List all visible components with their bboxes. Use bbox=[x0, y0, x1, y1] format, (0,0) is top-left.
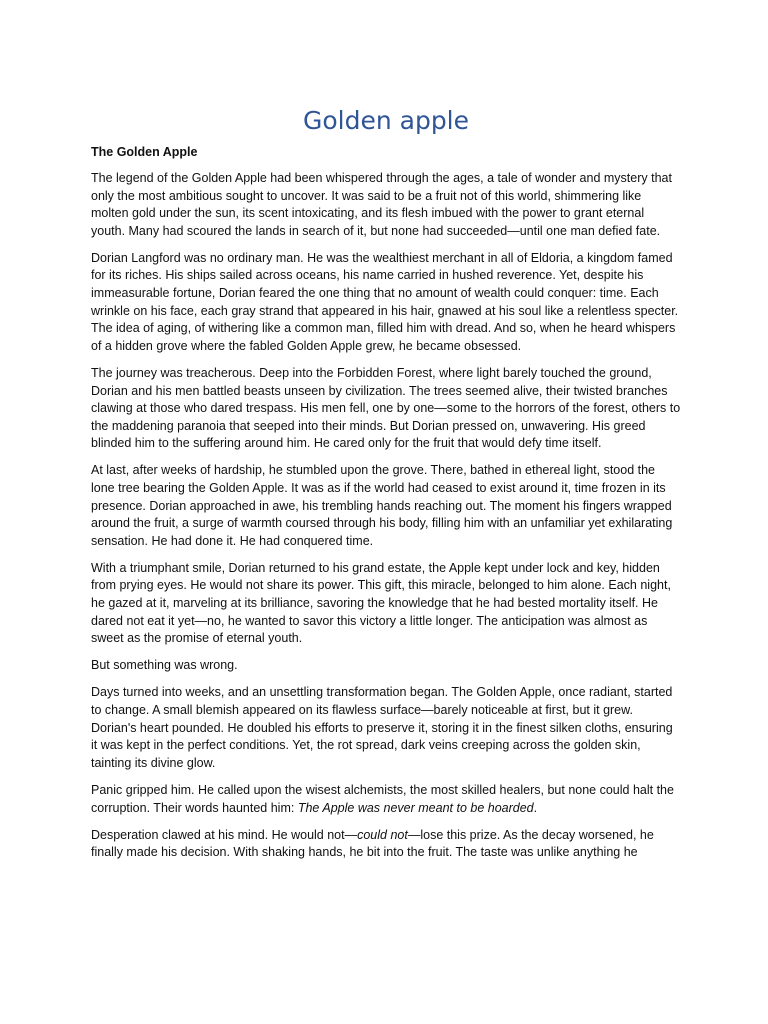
paragraph-9-emphasis: could not bbox=[357, 827, 408, 842]
story-heading: The Golden Apple bbox=[91, 145, 198, 159]
document-page bbox=[91, 104, 681, 871]
paragraph-4: At last, after weeks of hardship, he stumbled upon the grove. There, bathed in ethereal light, stood the lone tree bearing the Golden Apple. It was as if the world had ceased to exist around it, time frozen in its presence. Dorian approached in awe, his trembling hands reaching out. The moment his fingers wrapped around the fruit, a surge of warmth coursed through his body, filling him with an unfamiliar yet exhilarating sensation. He had done it. He had conquered time. bbox=[91, 463, 673, 548]
paragraph-8-end: . bbox=[533, 800, 538, 815]
paragraph-8-text: Panic gripped him. He called upon the wisest alchemists, the most skilled healers, but none could halt the corruption. Their words haunted him: bbox=[91, 782, 674, 815]
paragraph-5: With a triumphant smile, Dorian returned to his grand estate, the Apple kept under lock and key, hidden from prying eyes. He would not share its power. This gift, this miracle, belonged to him alone. Each night, he gazed at it, marveling at its brilliance, savoring the knowledge that he had bested mortality itself. He dared not eat it yet—no, he wanted to savor this victory a little longer. The anticipation was almost as sweet as the promise of eternal youth. bbox=[91, 560, 671, 646]
paragraph-8 bbox=[91, 782, 681, 817]
paragraph-9-start: Desperation clawed at his mind. He would not— bbox=[91, 827, 358, 842]
paragraph-9-end: —lose this prize. As the decay worsened, he finally made his decision. With shaking hands, he bit into the fruit. The taste was unlike anything he bbox=[91, 827, 654, 860]
paragraph-7: Days turned into weeks, and an unsettling transformation began. The Golden Apple, once radiant, started to change. A small blemish appeared on its flawless surface—barely noticeable at first, but it grew. Dorian's heart pounded. He doubled his efforts to preserve it, storing it in the finest silken cloths, ensuring it was kept in the perfect conditions. Yet, the rot spread, dark veins creeping across the golden skin, tainting its divine glow. bbox=[91, 685, 673, 770]
paragraph-2: Dorian Langford was no ordinary man. He was the wealthiest merchant in all of Eldoria, a kingdom famed for its riches. His ships sailed across oceans, his name carried in hushed reverence. Yet, despite his immeasurable fortune, Dorian feared the one thing that no amount of wealth could conquer: time. Each wrinkle on his face, each gray strand that appeared in his hair, gnawed at his soul like a relentless specter. The idea of aging, of withering like a common man, filled him with dread. And so, when he heard whispers of a hidden grove where the fabled Golden Apple grew, he became obsessed. bbox=[91, 250, 679, 353]
paragraph-9 bbox=[91, 827, 681, 862]
paragraph-8-quote: The Apple was never meant to be hoarded bbox=[297, 800, 534, 815]
paragraph-3: The journey was treacherous. Deep into the Forbidden Forest, where light barely touched the ground, Dorian and his men battled beasts unseen by civilization. The trees seemed alive, their twisted branches clawing at those who dared trespass. His men fell, one by one—some to the horrors of the forest, others to the maddening paranoia that seeped into their minds. But Dorian pressed on, unwavering. His greed blinded him to the suffering around him. He cared only for the fruit that would defy time itself. bbox=[91, 365, 681, 451]
paragraph-6: But something was wrong. bbox=[91, 658, 238, 673]
document-title: Golden apple bbox=[302, 106, 470, 135]
paragraph-1: The legend of the Golden Apple had been whispered through the ages, a tale of wonder and mystery that only the most ambitious sought to uncover. It was said to be a fruit not of this world, shimmering like molten gold under the sun, its scent intoxicating, and its flesh imbued with the power to grant eternal youth. Many had scoured the lands in search of it, but none had succeeded—until one man defied fate. bbox=[91, 171, 672, 238]
